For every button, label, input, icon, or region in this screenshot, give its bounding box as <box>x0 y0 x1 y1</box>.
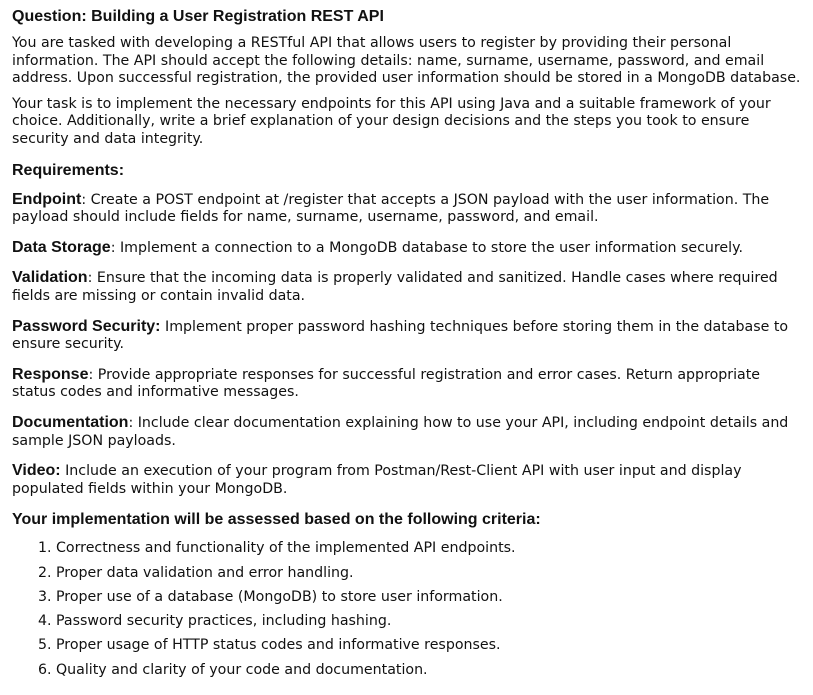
intro-paragraph: You are tasked with developing a RESTful API that allows users to register by providing their personal information. The API should accept the following details: name, surname, username, password, and email address. Upon successful registration, the provided user information should be stored in a MongoDB database. <box>12 35 801 87</box>
criteria-item: 6. Quality and clarity of your code and documentation. <box>56 662 801 680</box>
requirement-text: Implement a connection to a MongoDB database to store the user information securely. <box>115 239 743 256</box>
criteria-item: 5. Proper usage of HTTP status codes and informative responses. <box>56 637 801 655</box>
criteria-item: 3. Proper use of a database (MongoDB) to store user information. <box>56 589 801 607</box>
requirement-validation <box>12 269 801 305</box>
requirement-text: Ensure that the incoming data is properly validated and sanitized. Handle cases where required fields are missing or contain invalid data. <box>12 270 778 304</box>
requirement-separator: : <box>87 270 93 287</box>
requirement-data-storage <box>12 239 801 258</box>
requirement-text: Include an execution of your program from Postman/Rest-Client API with user input and display populated fields within your MongoDB. <box>12 463 742 497</box>
requirement-video <box>12 462 801 498</box>
requirement-text: Include clear documentation explaining how to use your API, including endpoint details and sample JSON payloads. <box>12 414 789 449</box>
requirements-heading: Requirements: <box>12 161 125 179</box>
requirement-documentation <box>12 414 801 450</box>
intro-paragraph: Your task is to implement the necessary endpoints for this API using Java and a suitable framework of your choice. Additionally, write a brief explanation of your design decisions and the steps you took to ensure security and data integrity. <box>12 95 771 147</box>
requirement-separator: : <box>81 191 87 208</box>
requirement-term: Video: <box>12 462 61 480</box>
criteria-item: 2. Proper data validation and error handling. <box>56 565 801 583</box>
requirement-text: Implement proper password hashing techniques before storing them in the database to ensure security. <box>12 318 789 353</box>
requirement-text: Provide appropriate responses for successful registration and error cases. Return appropriate status codes and informative messages. <box>12 366 761 401</box>
criteria-list <box>12 540 801 679</box>
requirement-term: Validation <box>12 269 88 287</box>
requirement-endpoint <box>12 191 801 227</box>
question-title: Question: Building a User Registration REST API <box>12 8 384 25</box>
requirement-response <box>12 366 801 402</box>
criteria-item: 4. Password security practices, including hashing. <box>56 613 801 631</box>
requirement-term: Response <box>12 365 89 383</box>
requirement-separator: : <box>88 366 94 383</box>
requirement-term: Documentation <box>12 413 129 431</box>
requirement-term: Password Security: <box>12 317 161 335</box>
requirement-separator: : <box>110 239 116 256</box>
requirement-term: Data Storage <box>12 238 111 256</box>
requirement-password-security <box>12 318 801 354</box>
criteria-item: 1. Correctness and functionality of the implemented API endpoints. <box>56 540 801 558</box>
requirement-term: Endpoint <box>12 190 82 208</box>
requirement-text: Create a POST endpoint at /register that accepts a JSON payload with the user information. The payload should include fields for name, surname, username, password, and email. <box>12 191 770 226</box>
criteria-heading: Your implementation will be assessed based on the following criteria: <box>12 511 541 529</box>
requirement-separator: : <box>128 414 134 431</box>
